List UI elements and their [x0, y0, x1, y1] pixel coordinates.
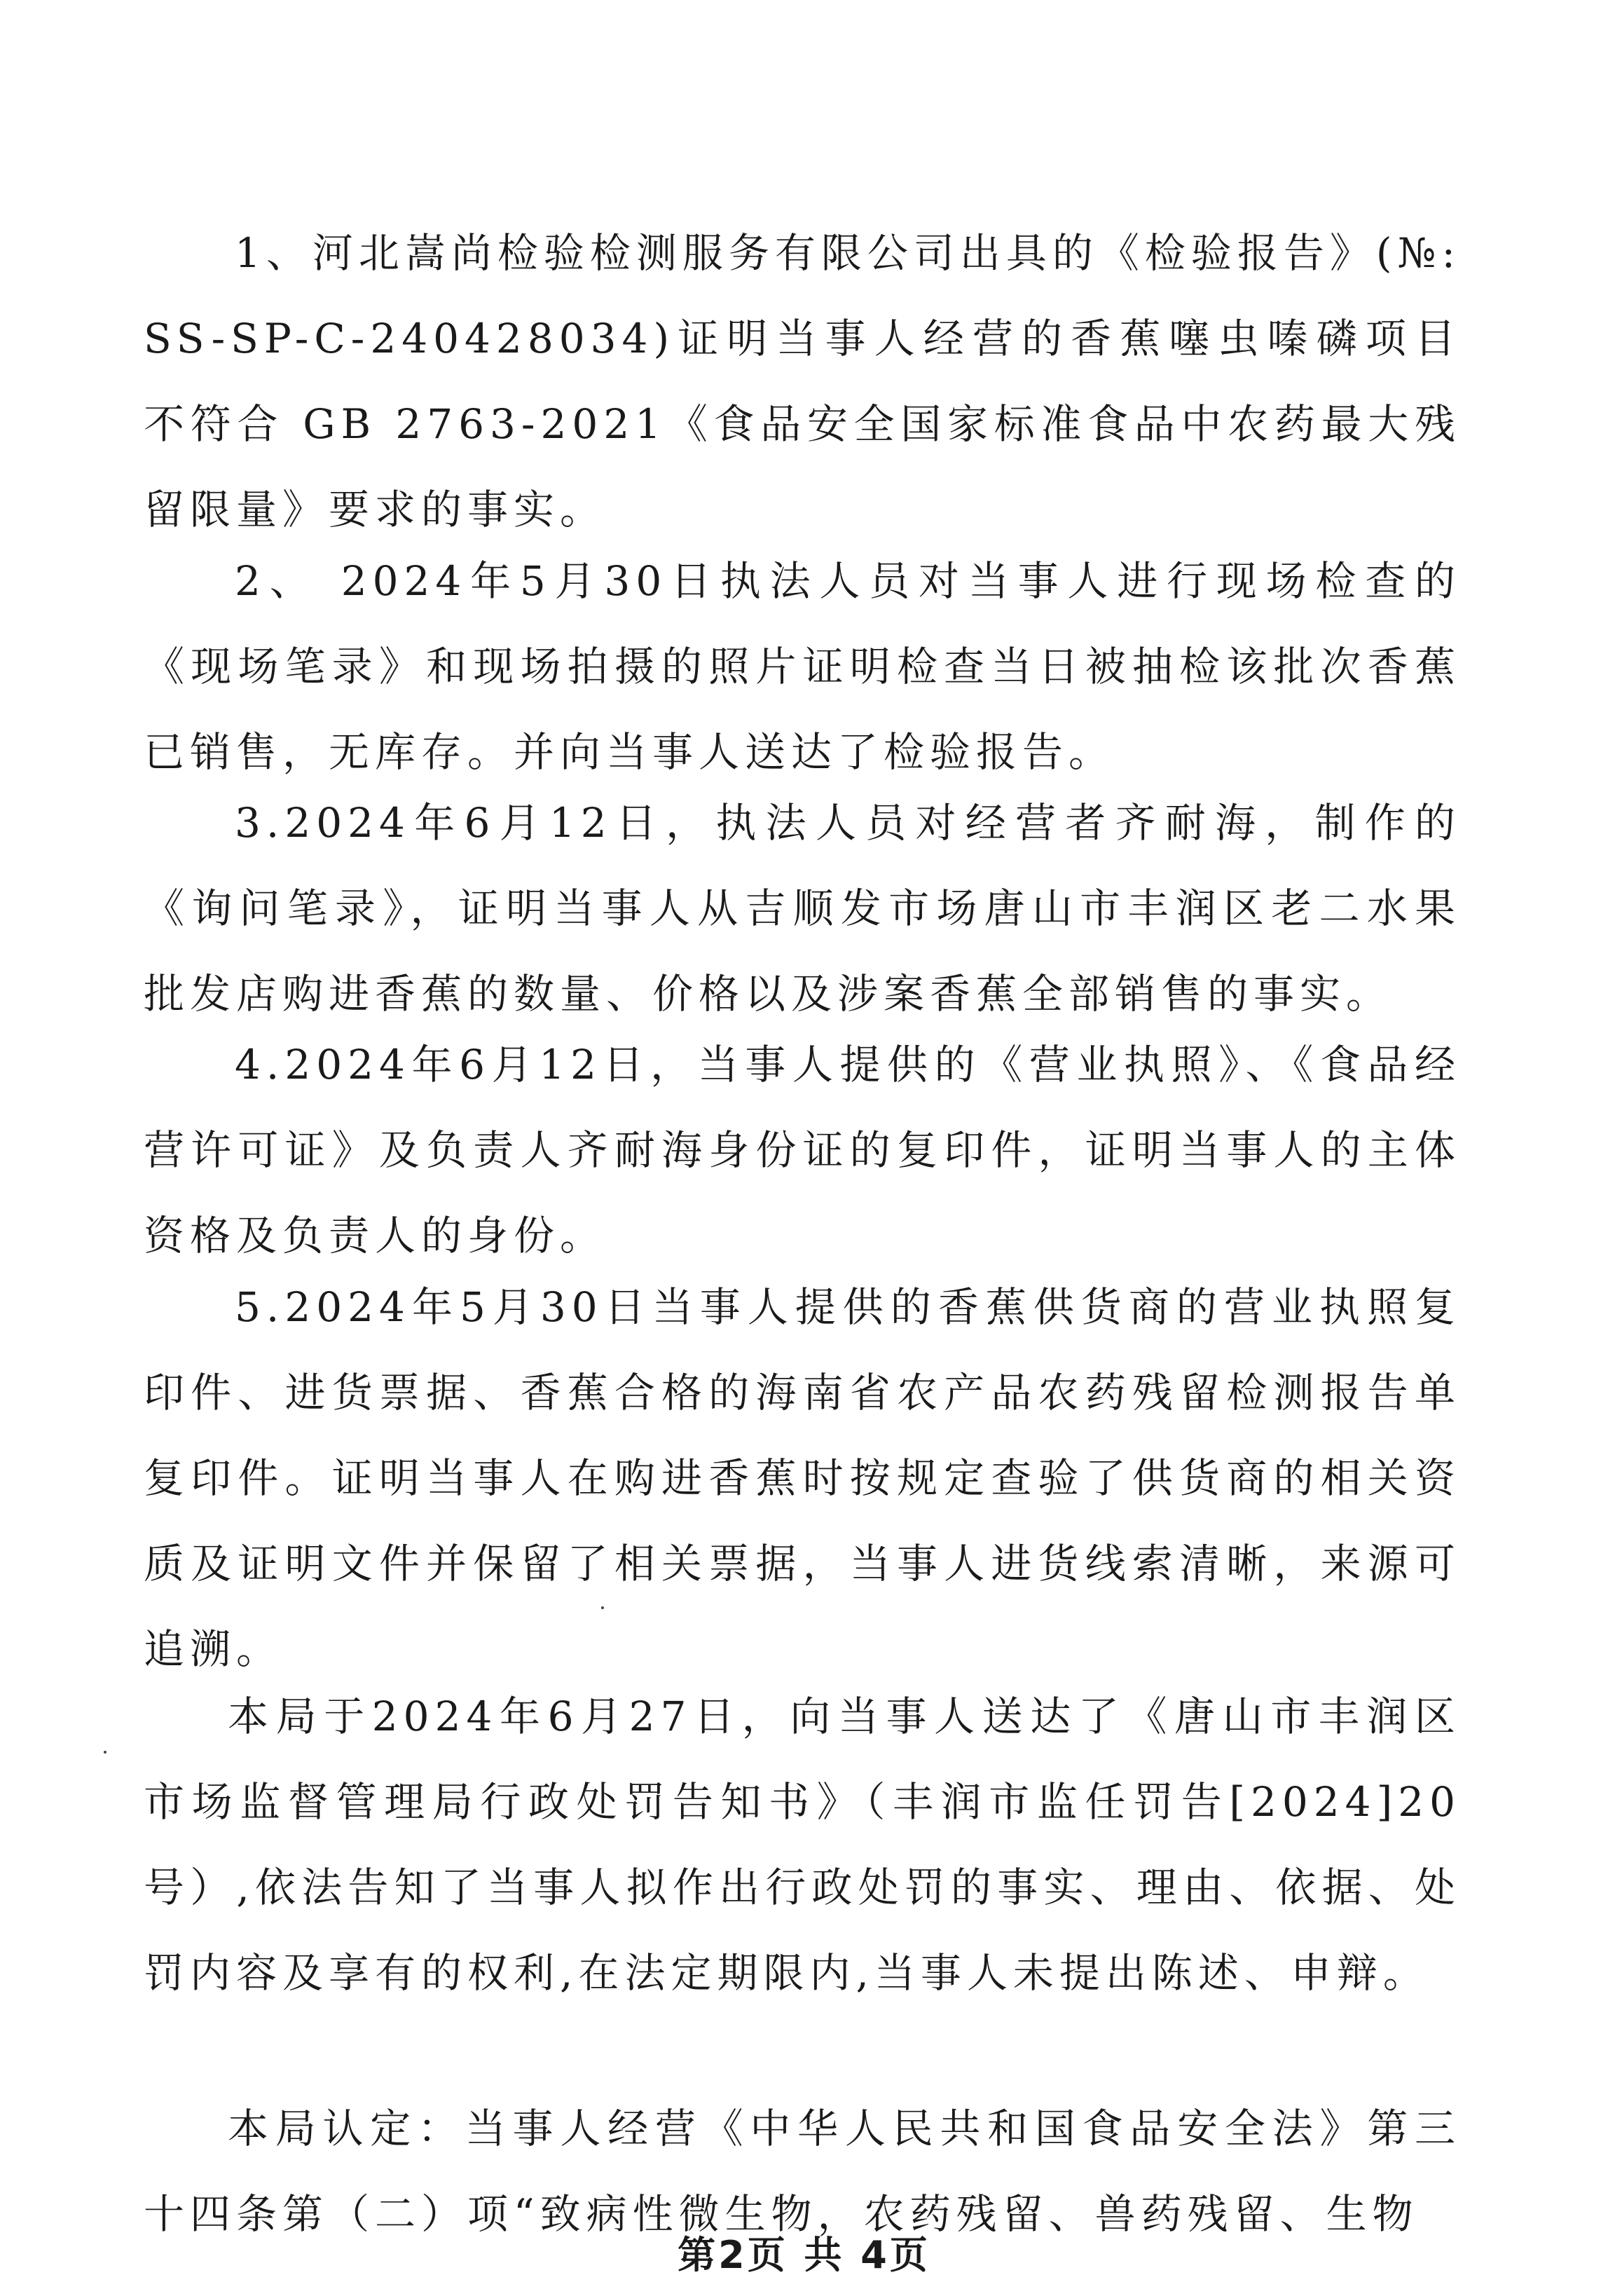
evidence-paragraph-4: 4.2024年6月12日，当事人提供的《营业执照》、《食品经营许可证》及负责人齐耐海身份证的复印件，证明当事人的主体资格及负责人的身份。: [144, 1041, 1461, 1259]
scan-speck: [104, 1751, 106, 1754]
scan-speck: [601, 1606, 604, 1609]
determination-paragraph: 本局认定：当事人经营《中华人民共和国食品安全法》第三十四条第（二）项“致病性微生物，农药残留、兽药残留、生物: [144, 2105, 1461, 2238]
evidence-paragraph-1: 1、河北嵩尚检验检测服务有限公司出具的《检验报告》(№:SS-SP-C-240428034)证明当事人经营的香蕉噻虫嗪磷项目不符合 GB 2763-2021《食品安全国家标准食品中农药最大残留限量》要求的事实。: [144, 229, 1461, 533]
notice-paragraph: 本局于2024年6月27日，向当事人送达了《唐山市丰润区市场监督管理局行政处罚告知书》（丰润市监任罚告[2024]20号）,依法告知了当事人拟作出行政处罚的事实、理由、依据、处罚内容及享有的权利,在法定期限内,当事人未提出陈述、申辩。: [144, 1693, 1461, 1997]
evidence-paragraph-3: 3.2024年6月12日，执法人员对经营者齐耐海，制作的《询问笔录》，证明当事人从吉顺发市场唐山市丰润区老二水果批发店购进香蕉的数量、价格以及涉案香蕉全部销售的事实。: [144, 799, 1461, 1018]
page-number-footer: 第2页 共 4页: [678, 2233, 930, 2277]
evidence-paragraph-2: 2、 2024年5月30日执法人员对当事人进行现场检查的《现场笔录》和现场拍摄的照片证明检查当日被抽检该批次香蕉已销售，无库存。并向当事人送达了检验报告。: [144, 557, 1461, 776]
evidence-paragraph-5: 5.2024年5月30日当事人提供的香蕉供货商的营业执照复印件、进货票据、香蕉合格的海南省农产品农药残留检测报告单复印件。证明当事人在购进香蕉时按规定查验了供货商的相关资质及证明文件并保留了相关票据，当事人进货线索清晰，来源可追溯。: [144, 1283, 1461, 1673]
